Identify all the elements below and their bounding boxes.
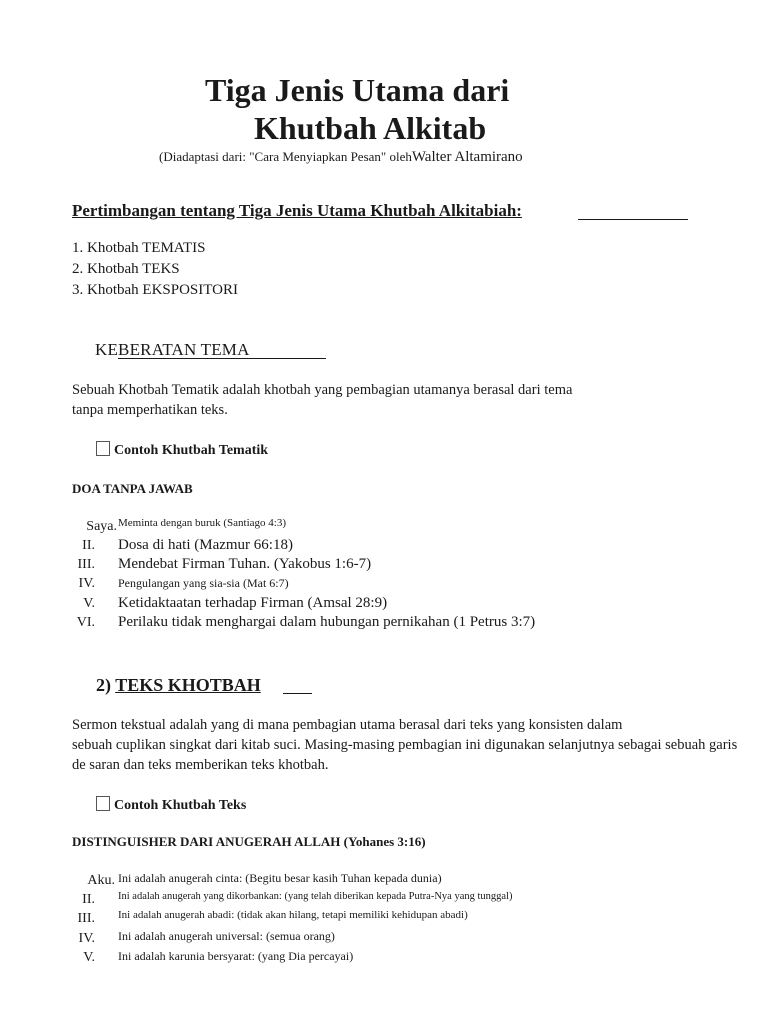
- section2-sermon-title: DISTINGUISHER DARI ANUGERAH ALLAH (Yohanes 3:16): [72, 834, 426, 849]
- section1-example-label: Contoh Khutbah Tematik: [96, 441, 268, 459]
- outline1-text-6: Perilaku tidak menghargai dalam hubungan pernikahan (1 Petrus 3:7): [118, 614, 536, 630]
- section2-number: 2): [96, 675, 111, 695]
- outline1-num-4: IV.: [78, 576, 95, 591]
- outline1-num-2: II.: [82, 538, 95, 553]
- section1-description-line1: Sebuah Khotbah Tematik adalah khotbah yang pembagian utamanya berasal dari tema: [72, 382, 573, 398]
- outline1-text-2: Dosa di hati (Mazmur 66:18): [118, 537, 293, 553]
- outline1-text-1: Meminta dengan buruk (Santiago 4:3): [118, 517, 287, 529]
- outline1-num-6: VI.: [76, 615, 95, 630]
- section1-sermon-title: DOA TANPA JAWAB: [72, 481, 193, 496]
- consideration-item-2: 2. Khotbah TEKS: [72, 261, 180, 277]
- section2-example-label: Contoh Khutbah Teks: [96, 796, 246, 814]
- outline2-text-5: Ini adalah karunia bersyarat: (yang Dia percayai): [118, 949, 354, 963]
- outline2-num-2: II.: [82, 892, 95, 907]
- outline2-text-3: Ini adalah anugerah abadi: (tidak akan hilang, tetapi memiliki kehidupan abadi): [118, 909, 468, 921]
- doc-title-line1: Tiga Jenis Utama dari: [205, 72, 510, 108]
- considerations-heading: Pertimbangan tentang Tiga Jenis Utama Khutbah Alkitabiah:: [72, 201, 522, 220]
- section1-heading: KEBERATAN TEMA: [95, 340, 250, 359]
- consideration-item-1: 1. Khotbah TEMATIS: [72, 240, 206, 256]
- subtitle-prefix: (Diadaptasi dari: "Cara Menyiapkan Pesan" oleh: [159, 149, 412, 164]
- considerations-heading-rule: [578, 219, 688, 220]
- outline2-num-3: III.: [77, 911, 95, 926]
- outline1-num-1: Saya.: [86, 519, 117, 534]
- outline1-text-5: Ketidaktaatan terhadap Firman (Amsal 28:9): [118, 595, 388, 611]
- doc-subtitle: [159, 149, 523, 166]
- consideration-item-3: 3. Khotbah EKSPOSITORI: [72, 282, 238, 298]
- outline1-num-3: III.: [77, 557, 95, 572]
- section1-heading-rule: [118, 358, 326, 359]
- section2-description-line1: Sermon tekstual adalah yang di mana pembagian utama berasal dari teks yang konsisten dalam: [72, 717, 623, 733]
- outline2-text-1: Ini adalah anugerah cinta: (Begitu besar kasih Tuhan kepada dunia): [118, 871, 442, 885]
- doc-title-line2: Khutbah Alkitab: [254, 110, 487, 146]
- outline1-text-4: Pengulangan yang sia-sia (Mat 6:7): [118, 576, 289, 590]
- section2-heading: [96, 675, 261, 696]
- outline1-text-3: Mendebat Firman Tuhan. (Yakobus 1:6-7): [118, 556, 372, 572]
- section2-description-line3: de saran dan teks memberikan teks khotbah.: [72, 757, 329, 773]
- outline2-num-1: Aku.: [87, 873, 115, 888]
- missing-glyph-icon: [96, 441, 110, 456]
- outline2-num-4: IV.: [78, 931, 95, 946]
- outline2-text-4: Ini adalah anugerah universal: (semua orang): [118, 929, 335, 943]
- outline1-num-5: V.: [83, 596, 95, 611]
- outline2-text-2: Ini adalah anugerah yang dikorbankan: (yang telah diberikan kepada Putra-Nya yang tunggal): [118, 891, 513, 902]
- section2-heading-rule: [283, 693, 312, 694]
- outline2-num-5: V.: [83, 950, 95, 965]
- section2-description-line2: sebuah cuplikan singkat dari kitab suci. Masing-masing pembagian ini digunakan selanjutnya sebagai sebuah garis: [72, 737, 738, 753]
- section1-description-line2: tanpa memperhatikan teks.: [72, 402, 228, 418]
- subtitle-author: Walter Altamirano: [411, 149, 523, 165]
- section2-title: TEKS KHOTBAH: [115, 675, 261, 695]
- missing-glyph-icon: [96, 796, 110, 811]
